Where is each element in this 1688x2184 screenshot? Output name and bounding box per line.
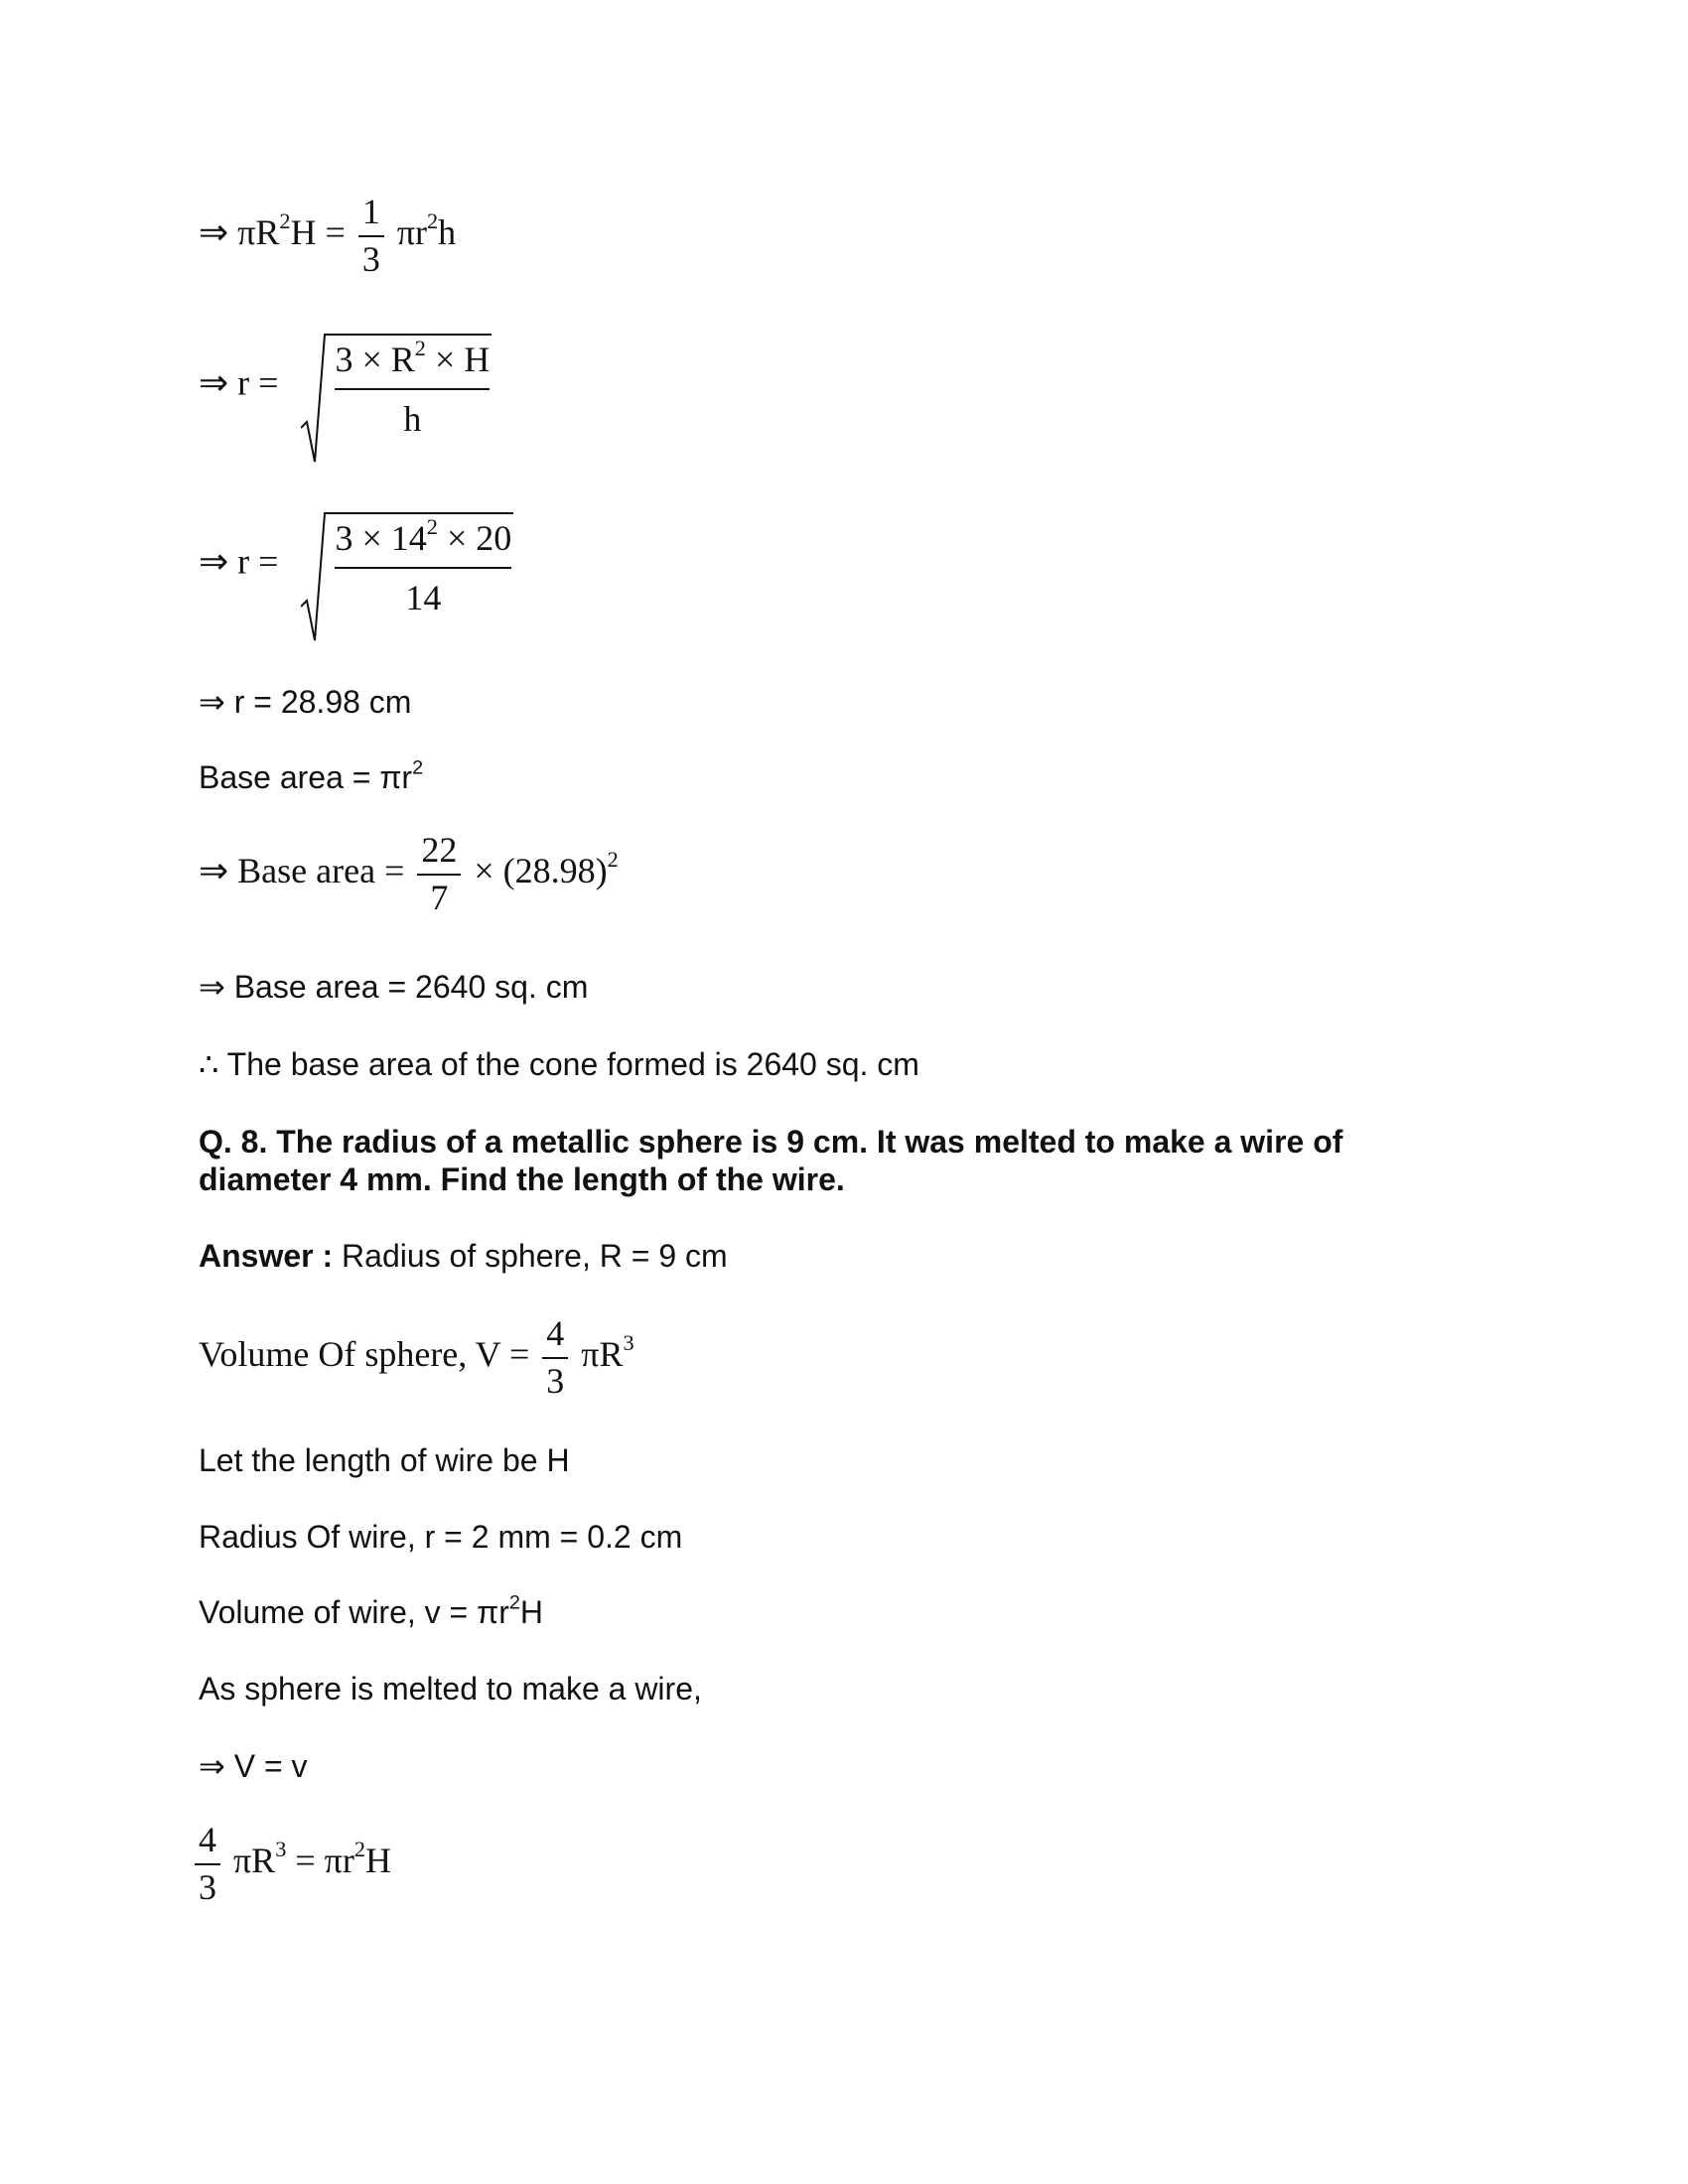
formula-text: Volume of wire, v = πr (199, 1594, 509, 1630)
formula-text: H (519, 1594, 543, 1630)
exponent: 2 (412, 756, 424, 779)
fraction-bar (195, 1863, 220, 1865)
numerator-text: × H (434, 340, 491, 379)
fraction-bar (417, 874, 461, 876)
result-base-area: ⇒ Base area = 2640 sq. cm (199, 969, 589, 1005)
rhs-text: πr (324, 1841, 354, 1881)
fraction-denominator: 3 (546, 1360, 565, 1401)
fraction (542, 1315, 568, 1401)
exponent: 2 (279, 208, 291, 233)
radical-sign-icon (301, 511, 329, 642)
fraction-numerator (335, 513, 512, 559)
exponent: 2 (508, 1591, 520, 1614)
numerator-text: 3 × R (335, 340, 415, 379)
answer-first-line (199, 1238, 728, 1275)
fraction (195, 1822, 220, 1907)
as-sphere-melted: As sphere is melted to make a wire, (199, 1671, 702, 1706)
fraction-bar (335, 388, 490, 390)
fraction (358, 194, 384, 279)
volume-of-wire (199, 1591, 543, 1631)
lhs-text: πR (237, 212, 280, 253)
fraction-bar (358, 235, 384, 237)
exponent: 2 (426, 513, 438, 539)
fraction-denominator: 7 (430, 877, 449, 917)
exponent: 3 (275, 1837, 287, 1861)
rhs-text: H (364, 1841, 391, 1881)
rhs-text: πr (396, 212, 427, 253)
equals-sign: = (286, 1841, 325, 1881)
equation-final (195, 1822, 391, 1907)
exponent: 3 (623, 1330, 634, 1355)
volumes-equal: ⇒ V = v (199, 1748, 308, 1784)
radicand-fraction (329, 333, 492, 440)
let-length: Let the length of wire be H (199, 1442, 570, 1478)
answer-label: Answer : (199, 1238, 334, 1274)
fraction-numerator: 1 (361, 192, 380, 231)
radical-vinculum (327, 334, 492, 336)
question-8: Q. 8. The radius of a metallic sphere is 9 cm. It was melted to make a wire of diameter 4 mm. Find the length of the wire. (199, 1124, 1343, 1197)
equation-radius-formula (199, 333, 492, 440)
lhs-text: πR (233, 1841, 276, 1881)
implies-arrow: ⇒ (199, 212, 229, 253)
exponent: 2 (607, 847, 619, 872)
fraction-numerator (335, 335, 491, 380)
numerator-text: 3 × 14 (335, 518, 427, 558)
lhs-text: ⇒ r = (199, 362, 279, 403)
fraction-bar (542, 1357, 568, 1359)
lhs-text: ⇒ Base area = (199, 851, 405, 891)
lhs-text: ⇒ r = (199, 541, 279, 582)
radical-sign-icon (301, 333, 329, 464)
radicand-fraction (329, 511, 513, 618)
lhs-text: Volume Of sphere, V = (199, 1334, 530, 1375)
radius-of-wire: Radius Of wire, r = 2 mm = 0.2 cm (199, 1519, 683, 1555)
fraction-denominator: 14 (405, 578, 442, 617)
fraction-numerator: 22 (421, 830, 458, 870)
rhs-text: πR (581, 1334, 624, 1375)
rhs-text: h (438, 212, 457, 253)
exponent: 2 (414, 335, 426, 360)
answer-text: Radius of sphere, R = 9 cm (333, 1238, 728, 1274)
numerator-text: × 20 (446, 518, 512, 558)
fraction-numerator: 4 (546, 1313, 565, 1353)
fraction-bar (335, 567, 511, 569)
conclusion: ∴ The base area of the cone formed is 2640 sq. cm (199, 1046, 919, 1082)
fraction-denominator: 3 (361, 238, 380, 279)
fraction-denominator: h (403, 399, 422, 439)
fraction-denominator: 3 (199, 1866, 216, 1907)
equation-volume-equality (199, 194, 456, 279)
equation-volume-sphere (199, 1315, 634, 1401)
equation-radius-substituted (199, 511, 513, 618)
formula-text: Base area = πr (199, 759, 413, 795)
lhs-text: H = (290, 212, 346, 253)
rhs-text: × (28.98) (474, 851, 608, 891)
equation-base-area (199, 832, 619, 917)
base-area-formula (199, 756, 424, 796)
fraction (417, 832, 461, 917)
fraction-numerator: 4 (199, 1820, 216, 1859)
result-radius: ⇒ r = 28.98 cm (199, 684, 412, 720)
square-root (301, 511, 513, 618)
square-root (301, 333, 492, 440)
radical-vinculum (327, 512, 513, 514)
exponent: 2 (427, 208, 439, 233)
exponent: 2 (353, 1837, 365, 1861)
